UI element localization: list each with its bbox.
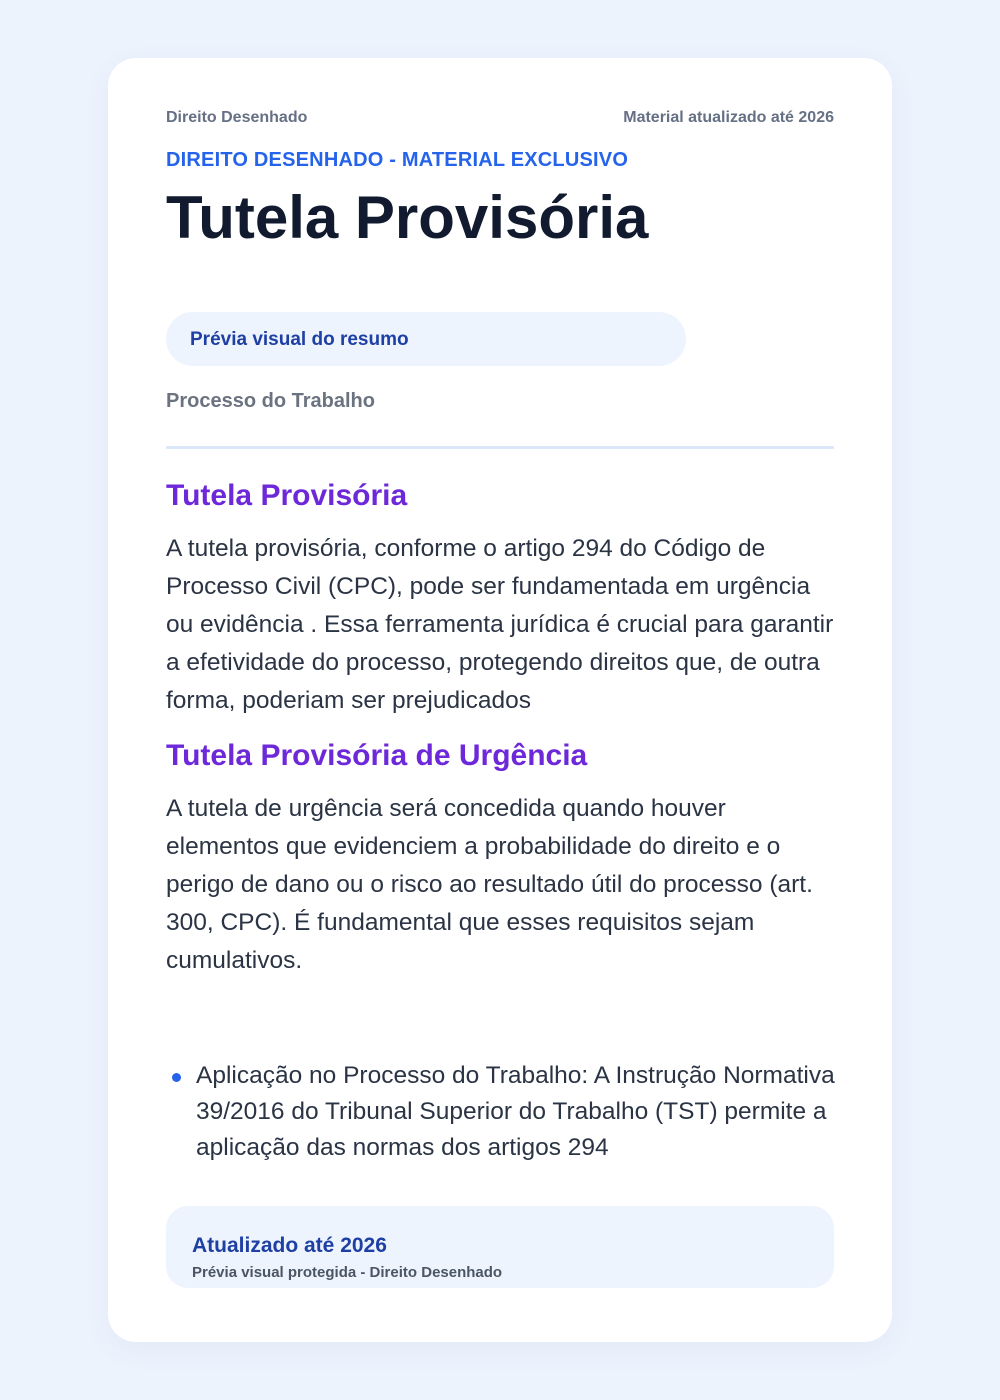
page-title: Tutela Provisória xyxy=(166,184,649,251)
subject-label: Processo do Trabalho xyxy=(166,390,375,412)
document-card xyxy=(108,58,892,1342)
preview-badge-label: Prévia visual do resumo xyxy=(190,329,409,350)
brand-name: Direito Desenhado xyxy=(166,109,308,126)
section-paragraph: A tutela de urgência será concedida quando houver elementos que evidenciem a probabilidade do direito e o perigo de dano ou o risco ao resultado útil do processo (art. 300, CPC). É fundamental que esses requisitos sejam cumulativos. xyxy=(166,795,813,974)
section-heading: Tutela Provisória xyxy=(166,479,408,512)
top-bar xyxy=(166,109,834,129)
footer-box xyxy=(166,1206,834,1288)
document-content xyxy=(166,58,834,1342)
section-paragraph: A tutela provisória, conforme o artigo 294 do Código de Processo Civil (CPC), pode ser fundamentada em urgência ou evidência . Essa ferramenta jurídica é crucial para garantir a efetividade do processo, protegendo direitos que, de outra forma, poderiam ser prejudicados xyxy=(166,535,834,714)
bullet-list xyxy=(166,1058,836,1166)
list-item xyxy=(166,1058,836,1166)
divider xyxy=(166,446,834,449)
eyebrow-label: DIREITO DESENHADO - MATERIAL EXCLUSIVO xyxy=(166,149,629,171)
preview-badge xyxy=(166,312,686,366)
updated-note: Material atualizado até 2026 xyxy=(623,109,834,126)
list-item-text: Aplicação no Processo do Trabalho: A Instrução Normativa 39/2016 do Tribunal Superior do Trabalho (TST) permite a aplicação das normas dos artigos 294 xyxy=(196,1062,835,1161)
footer-subtitle: Prévia visual protegida - Direito Desenhado xyxy=(192,1264,503,1281)
footer-title: Atualizado até 2026 xyxy=(192,1234,387,1257)
section-heading: Tutela Provisória de Urgência xyxy=(166,739,588,772)
bullet-dot-icon xyxy=(172,1073,181,1082)
